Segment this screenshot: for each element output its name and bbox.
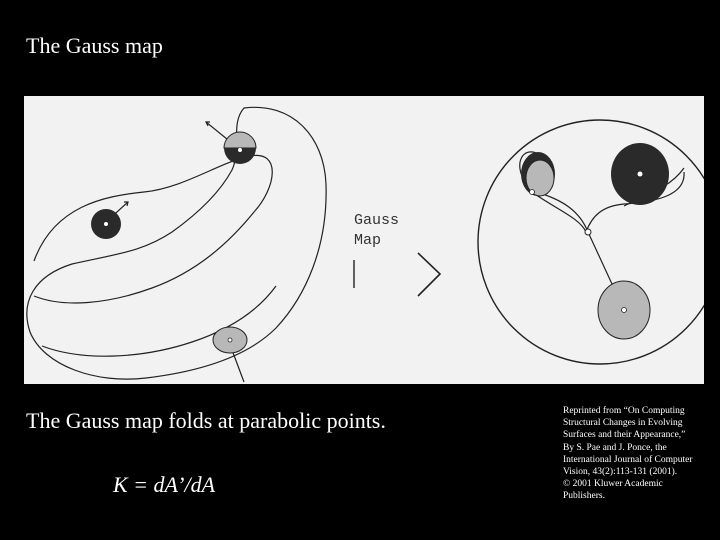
citation-line: © 2001 Kluwer Academic [563,479,663,490]
slide-title: The Gauss map [26,33,163,58]
curvature-formula: K = dA’/dA [113,472,216,497]
gauss-map-label-line: Map [354,232,382,249]
gauss-map-label [354,211,399,251]
gauss-map-arrow [418,253,440,296]
citation-line: By S. Pae and J. Ponce, the [563,442,667,453]
slide-caption: The Gauss map folds at parabolic points. [26,408,386,433]
surface-outer-contour [27,107,326,379]
citation-line: International Journal of Computer [563,454,693,465]
citation-credit [563,405,713,503]
citation-line: Vision, 43(2):113-131 (2001). [563,467,678,478]
gauss-sphere [478,120,704,364]
sphere-branch-top [536,192,588,232]
citation-line: Structural Changes in Evolving [563,418,683,429]
citation-line: Surfaces and their Appearance,” [563,430,686,441]
citation-line: Publishers. [563,491,605,502]
gauss-map-label-line: Gauss [354,212,400,229]
surface-inner-contour [34,155,272,303]
gauss-map-figure [24,96,704,384]
sphere-center-point [585,229,591,235]
citation-line: Reprinted from “On Computing [563,406,685,416]
mixed-region-top [224,132,256,148]
